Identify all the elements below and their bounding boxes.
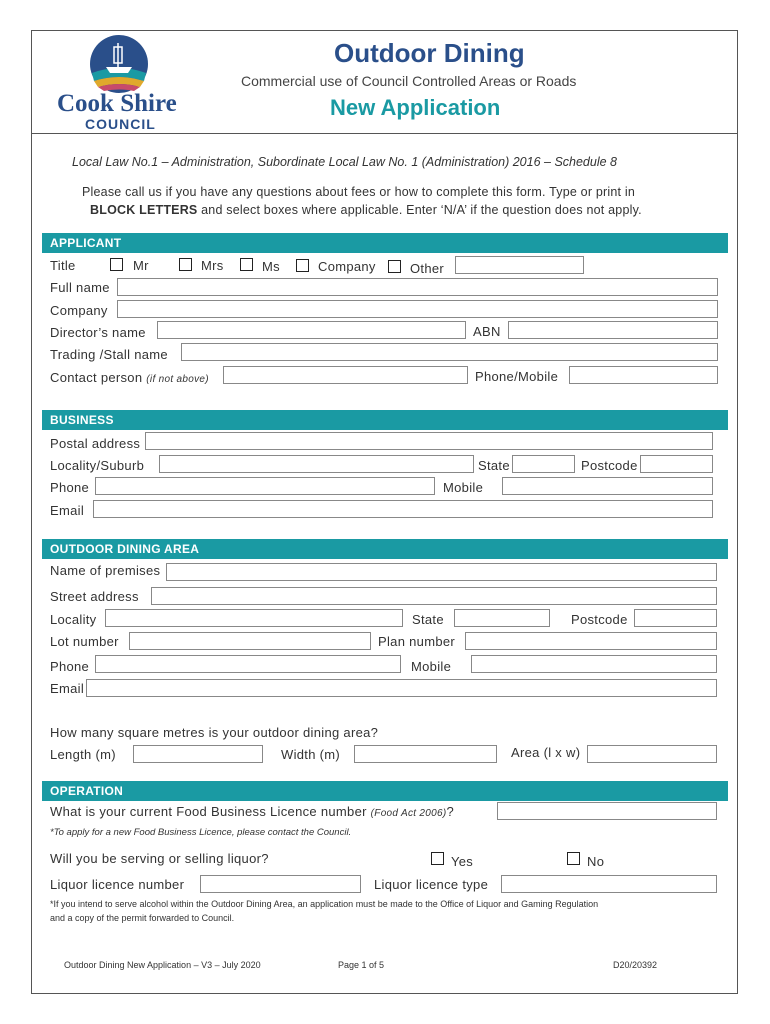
form-type: New Application xyxy=(330,95,501,120)
company-label: Company xyxy=(50,303,108,318)
section-heading: APPLICANT xyxy=(50,236,122,250)
contact-person-input[interactable] xyxy=(223,366,468,384)
area-mobile-input[interactable] xyxy=(471,655,717,673)
trading-name-label: Trading /Stall name xyxy=(50,347,168,362)
business-email-label: Email xyxy=(50,503,85,518)
area-locality-label: Locality xyxy=(50,612,97,627)
trading-name-input[interactable] xyxy=(181,343,718,361)
business-locality-input[interactable] xyxy=(159,455,474,473)
liquor-note-line1: *If you intend to serve alcohol within the Outdoor Dining Area, an application must be made to the Office of Liquor and Gaming Regulation xyxy=(50,899,599,909)
title-mrs-checkbox[interactable] xyxy=(179,258,192,271)
length-input[interactable] xyxy=(133,745,263,763)
area-email-input[interactable] xyxy=(86,679,717,697)
section-heading: OPERATION xyxy=(50,784,124,798)
length-label: Length (m) xyxy=(50,747,116,762)
contact-person-text: Contact person xyxy=(50,370,143,385)
area-postcode-label: Postcode xyxy=(571,612,628,627)
section-outdoor-dining-area xyxy=(42,539,728,559)
abn-label: ABN xyxy=(473,324,501,339)
instructions-line1: Please call us if you have any questions about fees or how to complete this form. Type or print in xyxy=(82,185,635,199)
title-mrs-label: Mrs xyxy=(201,258,224,273)
business-postcode-input[interactable] xyxy=(640,455,713,473)
area-lw-input[interactable] xyxy=(587,745,717,763)
section-heading: BUSINESS xyxy=(50,413,114,427)
title-mr-checkbox[interactable] xyxy=(110,258,123,271)
area-locality-input[interactable] xyxy=(105,609,403,627)
phone-mobile-label: Phone/Mobile xyxy=(475,369,559,384)
title-ms-label: Ms xyxy=(262,259,280,274)
area-mobile-label: Mobile xyxy=(411,659,452,674)
law-reference: Local Law No.1 – Administration, Subordinate Local Law No. 1 (Administration) 2016 – Schedule 8 xyxy=(72,155,617,169)
section-applicant xyxy=(42,233,728,253)
liquor-number-label: Liquor licence number xyxy=(50,877,185,892)
food-act-ref: (Food Act 2006) xyxy=(370,808,447,819)
food-licence-question xyxy=(50,804,454,819)
company-input[interactable] xyxy=(117,300,718,318)
business-postcode-label: Postcode xyxy=(581,458,638,473)
width-label: Width (m) xyxy=(281,747,341,762)
liquor-no-checkbox[interactable] xyxy=(567,852,580,865)
premises-input[interactable] xyxy=(166,563,717,581)
liquor-type-label: Liquor licence type xyxy=(374,877,489,892)
postal-address-input[interactable] xyxy=(145,432,713,450)
abn-input[interactable] xyxy=(508,321,718,339)
instructions-rest: and select boxes where applicable. Enter ‘N/A’ if the question does not apply. xyxy=(197,203,642,217)
area-state-label: State xyxy=(412,612,444,627)
title-label: Title xyxy=(50,258,76,273)
square-metres-question: How many square metres is your outdoor dining area? xyxy=(50,725,379,740)
section-operation xyxy=(42,781,728,801)
area-postcode-input[interactable] xyxy=(634,609,717,627)
business-phone-label: Phone xyxy=(50,480,90,495)
title-other-label: Other xyxy=(410,261,445,276)
block-letters-emphasis: BLOCK LETTERS xyxy=(90,203,198,217)
instructions-line2 xyxy=(90,203,642,217)
title-other-input[interactable] xyxy=(455,256,584,274)
lot-number-input[interactable] xyxy=(129,632,371,650)
logo-text-line2: COUNCIL xyxy=(85,116,156,132)
full-name-label: Full name xyxy=(50,280,110,295)
footer-page-number: Page 1 of 5 xyxy=(338,960,385,970)
liquor-number-input[interactable] xyxy=(200,875,361,893)
business-phone-input[interactable] xyxy=(95,477,435,495)
plan-number-input[interactable] xyxy=(465,632,717,650)
business-mobile-input[interactable] xyxy=(502,477,713,495)
page-subtitle: Commercial use of Council Controlled Areas or Roads xyxy=(241,73,577,89)
title-company-label: Company xyxy=(318,259,376,274)
title-other-checkbox[interactable] xyxy=(388,260,401,273)
page-title: Outdoor Dining xyxy=(334,38,525,68)
area-phone-input[interactable] xyxy=(95,655,401,673)
director-input[interactable] xyxy=(157,321,466,339)
contact-person-note: (if not above) xyxy=(146,374,209,385)
lot-number-label: Lot number xyxy=(50,634,119,649)
liquor-yes-checkbox[interactable] xyxy=(431,852,444,865)
business-state-label: State xyxy=(478,458,510,473)
postal-address-label: Postal address xyxy=(50,436,141,451)
business-email-input[interactable] xyxy=(93,500,713,518)
business-mobile-label: Mobile xyxy=(443,480,484,495)
premises-label: Name of premises xyxy=(50,563,161,578)
full-name-input[interactable] xyxy=(117,278,718,296)
width-input[interactable] xyxy=(354,745,497,763)
council-logo xyxy=(84,33,154,95)
phone-mobile-input[interactable] xyxy=(569,366,718,384)
liquor-question: Will you be serving or selling liquor? xyxy=(50,851,269,866)
liquor-yes-label: Yes xyxy=(451,854,474,869)
logo-text-line1: Cook Shire xyxy=(57,90,177,117)
food-licence-question-text: What is your current Food Business Licence number xyxy=(50,804,367,819)
food-licence-question-end: ? xyxy=(446,804,455,819)
director-label: Director’s name xyxy=(50,325,146,340)
footer-doc-id: D20/20392 xyxy=(613,960,658,970)
title-ms-checkbox[interactable] xyxy=(240,258,253,271)
street-address-label: Street address xyxy=(50,589,139,604)
area-lw-label: Area (l x w) xyxy=(511,745,581,760)
liquor-note-line2: and a copy of the permit forwarded to Council. xyxy=(50,913,235,923)
area-email-label: Email xyxy=(50,681,85,696)
business-locality-label: Locality/Suburb xyxy=(50,458,145,473)
liquor-no-label: No xyxy=(587,854,605,869)
area-phone-label: Phone xyxy=(50,659,90,674)
footer-form-name: Outdoor Dining New Application – V3 – July 2020 xyxy=(64,960,261,970)
area-state-input[interactable] xyxy=(454,609,550,627)
title-company-checkbox[interactable] xyxy=(296,259,309,272)
section-business xyxy=(42,410,728,430)
plan-number-label: Plan number xyxy=(378,634,456,649)
food-licence-input[interactable] xyxy=(497,802,717,820)
business-state-input[interactable] xyxy=(512,455,575,473)
street-address-input[interactable] xyxy=(151,587,717,605)
section-heading: OUTDOOR DINING AREA xyxy=(50,542,200,556)
liquor-type-input[interactable] xyxy=(501,875,717,893)
food-licence-note: *To apply for a new Food Business Licence, please contact the Council. xyxy=(50,827,352,838)
title-mr-label: Mr xyxy=(133,258,149,273)
header-divider xyxy=(31,133,738,134)
contact-person-label xyxy=(50,370,209,385)
